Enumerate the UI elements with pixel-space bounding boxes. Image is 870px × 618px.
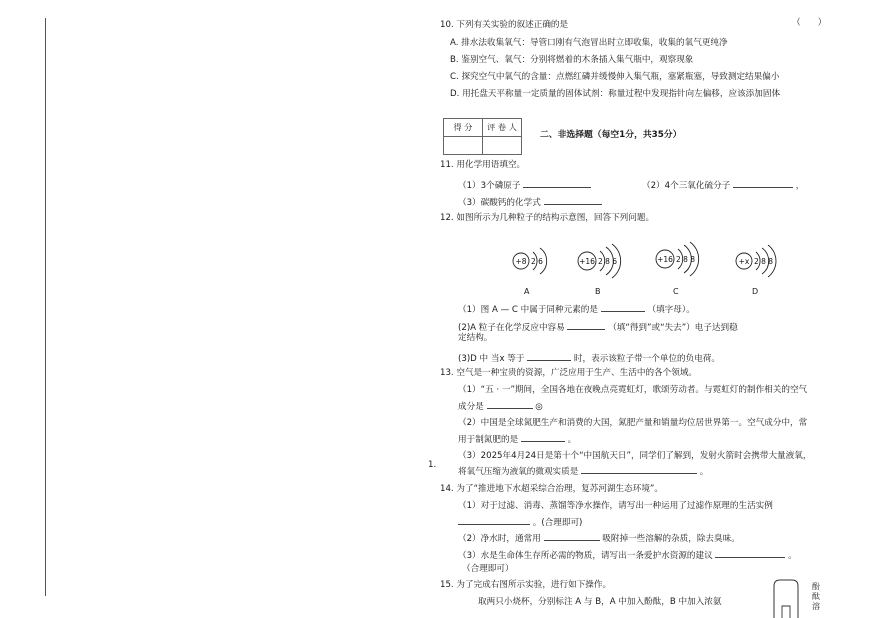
q10-option-c: C. 探究空气中氧气的含量：点燃红磷并缓慢伸入集气瓶，塞紧瓶塞，导致测定结果偏小 bbox=[450, 72, 780, 82]
q13-part1-line2 bbox=[458, 399, 543, 413]
q14-part3-note: （合理即可） bbox=[462, 564, 514, 574]
q14-part2-blank[interactable] bbox=[544, 531, 600, 541]
q14-part2 bbox=[458, 531, 740, 545]
atom-c-diagram bbox=[656, 242, 699, 276]
atom-a-nucleus-text: +8 bbox=[515, 257, 527, 266]
q15-title: 15. 为了完成右图所示实验，进行如下操作。 bbox=[440, 580, 612, 590]
atom-d-label: D bbox=[752, 287, 759, 296]
q11-part3 bbox=[458, 195, 602, 209]
grader-cell[interactable] bbox=[483, 137, 522, 155]
q13-part3-text: 将氧气压缩为液氧的微观实质是 bbox=[458, 467, 579, 477]
q13-part1-mark: ◎ bbox=[535, 402, 543, 412]
q12-part3-end: 时，表示该粒子带一个单位的负电荷。 bbox=[573, 354, 721, 364]
atom-d-shells-text: 2 8 8 bbox=[754, 257, 774, 266]
score-cell[interactable] bbox=[444, 137, 483, 155]
q12-title: 12. 如图所示为几种粒子的结构示意图，回答下列问题。 bbox=[440, 213, 655, 223]
q13-part3-end: 。 bbox=[699, 467, 709, 477]
atom-b-diagram bbox=[578, 244, 621, 278]
q12-part1-blank[interactable] bbox=[601, 302, 645, 312]
q10-title: 10. 下列有关实验的叙述正确的是 bbox=[440, 20, 569, 30]
q10-option-a: A. 排水法收集氧气：导管口刚有气泡冒出时立即收集，收集的氧气更纯净 bbox=[450, 38, 728, 48]
q11-part1-blank[interactable] bbox=[523, 178, 591, 188]
q14-part1-blank[interactable] bbox=[458, 515, 530, 525]
q10-option-d: D. 用托盘天平称量一定质量的固体试剂：称量过程中发现指针向左偏移，应该添加固体 bbox=[450, 89, 781, 99]
atom-b-nucleus-text: +16 bbox=[579, 257, 595, 266]
q14-title: 14. 为了“推进地下水超采综合治理，复苏河湖生态环境”。 bbox=[440, 484, 663, 494]
q12-part1-text: （1）图 A — C 中属于同种元素的是 bbox=[458, 305, 598, 315]
q12-part2-text: (2)A 粒子在化学反应中容易 bbox=[458, 323, 565, 333]
q13-part2-line2 bbox=[458, 432, 576, 446]
atom-a-shells-text: 2 6 bbox=[531, 257, 543, 266]
q13-part3-line2 bbox=[458, 464, 708, 478]
atom-a-label: A bbox=[524, 287, 530, 296]
atom-b-shells-text: 2 8 6 bbox=[598, 257, 618, 266]
atom-d-diagram bbox=[736, 245, 776, 277]
q12-part2-blank[interactable] bbox=[567, 320, 605, 330]
q14-part1-line2 bbox=[458, 515, 582, 529]
q12-part2-cont: 定结构。 bbox=[458, 333, 493, 343]
atom-c-shells-text: 2 8 8 bbox=[676, 255, 696, 264]
q12-part3-text: (3)D 中 当x 等于 bbox=[458, 354, 525, 364]
score-table bbox=[443, 118, 522, 155]
q12-part3 bbox=[458, 351, 720, 365]
q13-part1-text: 成分是 bbox=[458, 402, 484, 412]
atom-c-nucleus-text: +16 bbox=[657, 255, 673, 264]
q13-part1-blank[interactable] bbox=[487, 399, 533, 409]
q13-title: 13. 空气是一种宝贵的资源，广泛应用于生产、生活中的各个领域。 bbox=[440, 368, 698, 378]
section2-title: 二、非选择题（每空1分，共35分） bbox=[540, 130, 682, 140]
q11-part2-blank[interactable] bbox=[733, 178, 793, 188]
q11-part3-blank[interactable] bbox=[544, 195, 602, 205]
q14-part3-blank[interactable] bbox=[715, 548, 785, 558]
q14-part2-end: 吸附掉一些溶解的杂质，除去臭味。 bbox=[602, 534, 740, 544]
q11-part1 bbox=[458, 178, 591, 192]
q14-part2-text: （2）净水时，通常用 bbox=[458, 534, 541, 544]
q11-part2-text: （2）4个三氧化硫分子 bbox=[642, 181, 731, 191]
q11-part2 bbox=[642, 178, 804, 192]
apparatus-side-label: 酚 酞 溶 bbox=[812, 582, 820, 611]
binding-margin-line bbox=[45, 18, 46, 596]
q10-answer-paren[interactable]: （ ） bbox=[792, 18, 827, 28]
q10-option-b: B. 鉴别空气、氧气：分别将燃着的木条插入集气瓶中，观察现象 bbox=[450, 55, 694, 65]
q14-part3 bbox=[458, 548, 797, 562]
q13-part3-blank[interactable] bbox=[581, 464, 697, 474]
q13-part1-line1: （1）“五 · 一”期间，全国各地在夜晚点亮霓虹灯，歌颂劳动者。与霓虹灯的制作相关的空气 bbox=[458, 385, 808, 395]
q13-part2-text: 用于制氮肥的是 bbox=[458, 435, 519, 445]
q14-part3-end: 。 bbox=[788, 551, 797, 561]
q11-part1-text: （1）3个磷原子 bbox=[458, 181, 521, 191]
q12-part1 bbox=[458, 302, 695, 316]
atom-c-label: C bbox=[673, 287, 679, 296]
q12-part2-end: （填“得到”或“失去”）电子达到稳 bbox=[608, 323, 738, 333]
q15-line1: 取两只小烧杯，分别标注 A 与 B，A 中加入酚酞，B 中加入浓氨 bbox=[478, 597, 722, 607]
q12-part2 bbox=[458, 320, 738, 334]
q11-title: 11. 用化学用语填空。 bbox=[440, 160, 526, 170]
atom-b-label: B bbox=[595, 287, 601, 296]
q12-part3-blank[interactable] bbox=[527, 351, 571, 361]
q14-part1-end: 。(合理即可) bbox=[532, 518, 583, 528]
q11-part3-text: （3）碳酸钙的化学式 bbox=[458, 198, 541, 208]
q14-part1-line1: （1）对于过滤、消毒、蒸馏等净水操作，请写出一种运用了过滤作原理的生活实例 bbox=[458, 501, 773, 511]
q11-part2-end: ， bbox=[795, 181, 805, 191]
atom-a-diagram bbox=[513, 248, 547, 274]
q13-part2-line1: （2）中国是全球氮肥生产和消费的大国，氮肥产量和销量均位居世界第一。空气成分中，常 bbox=[458, 418, 808, 428]
experiment-apparatus-sketch bbox=[768, 578, 808, 618]
atom-d-nucleus-text: +x bbox=[738, 257, 750, 266]
grader-label: 评 卷 人 bbox=[483, 119, 522, 137]
score-label: 得 分 bbox=[444, 119, 483, 137]
atomic-structure-diagram bbox=[500, 228, 790, 298]
margin-number: 1. bbox=[428, 460, 437, 470]
q12-part1-end: （填字母）。 bbox=[647, 305, 695, 315]
q13-part2-blank[interactable] bbox=[521, 432, 565, 442]
q13-part3-line1: （3）2025年4月24日是第十个“中国航天日”，同学们了解到，发射火箭时会携带大量液氧， bbox=[458, 451, 812, 461]
q14-part3-text: （3）水是生命体生存所必需的物质，请写出一条爱护水资源的建议 bbox=[458, 551, 713, 561]
q13-part2-end: 。 bbox=[567, 435, 577, 445]
